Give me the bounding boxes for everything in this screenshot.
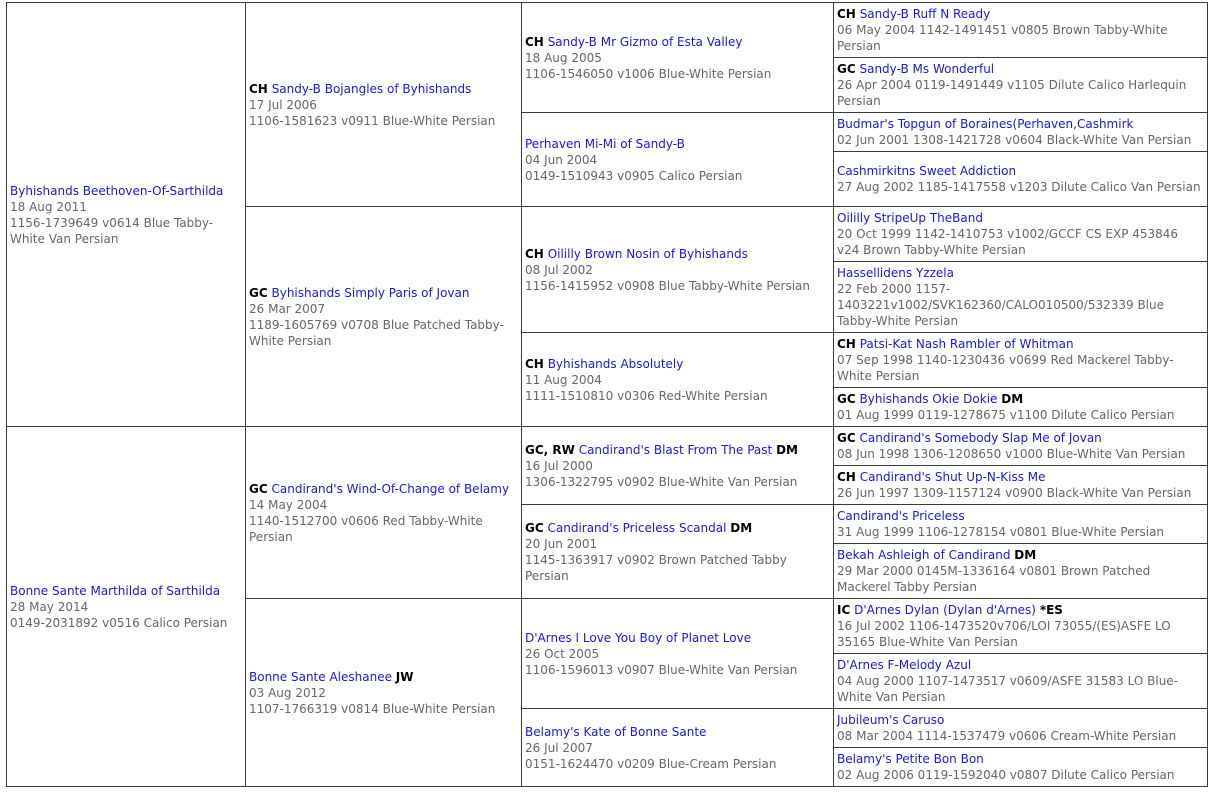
gen4-cell-1: CH Sandy-B Ruff N Ready 06 May 2004 1142-1491451 v0805 Brown Tabby-White Persian: [834, 3, 1208, 58]
cat-name-link[interactable]: Sandy-B Ruff N Ready: [859, 7, 991, 21]
gen1-cell-sire: [7, 3, 246, 427]
reg-info: 1156-1415952 v0908 Blue Tabby-White Persian: [525, 278, 810, 293]
cat-name-link[interactable]: Bonne Sante Aleshanee: [249, 669, 392, 684]
reg-info: 29 Mar 2000 0145M-1336164 v0801 Brown Patched Mackerel Tabby Persian: [837, 564, 1151, 594]
gen3-cell-4: CH Byhishands Absolutely 11 Aug 2004 1111-1510810 v0306 Red-White Persian: [522, 333, 834, 427]
reg-info: 04 Aug 2000 1107-1473517 v0609/ASFE 31583 LO Blue-White Van Persian: [837, 674, 1179, 704]
birth-date: 26 Mar 2007: [249, 301, 326, 316]
reg-info: 1111-1510810 v0306 Red-White Persian: [525, 388, 768, 403]
cat-name-link[interactable]: Candirand's Somebody Slap Me of Jovan: [859, 431, 1102, 445]
reg-info: 06 May 2004 1142-1491451 v0805 Brown Tabby-White Persian: [837, 23, 1168, 53]
cat-name-link[interactable]: Byhishands Beethoven-Of-Sarthilda: [10, 183, 224, 198]
gen4-cell-3: [834, 113, 1208, 152]
gen4-cell-7: CH Patsi-Kat Nash Rambler of Whitman 07 Sep 1998 1140-1230436 v0699 Red Mackerel Tabby-White Persian: [834, 333, 1208, 388]
cat-name-link[interactable]: Perhaven Mi-Mi of Sandy-B: [525, 136, 685, 151]
reg-info: 20 Oct 1999 1142-1410753 v1002/GCCF CS EXP 453846 v24 Brown Tabby-White Persian: [837, 227, 1179, 257]
gen4-cell-11: [834, 505, 1208, 544]
gen3-cell-1: CH Sandy-B Mr Gizmo of Esta Valley 18 Aug 2005 1106-1546050 v1006 Blue-White Persian: [522, 3, 834, 113]
cat-name-link[interactable]: Sandy-B Mr Gizmo of Esta Valley: [547, 34, 743, 49]
gen4-cell-5: [834, 207, 1208, 262]
birth-date: 20 Jun 2001: [525, 536, 598, 551]
cat-name-link[interactable]: Candirand's Shut Up-N-Kiss Me: [859, 470, 1046, 484]
reg-info: 1145-1363917 v0902 Brown Patched Tabby Persian: [525, 552, 787, 583]
cat-name-link[interactable]: D'Arnes F-Melody Azul: [837, 658, 972, 672]
cat-name-link[interactable]: Budmar's Topgun of Boraines(Perhaven,Cashmirk: [837, 117, 1134, 131]
cat-name-link[interactable]: Oililly Brown Nosin of Byhishands: [547, 246, 748, 261]
cat-name-link[interactable]: Sandy-B Ms Wonderful: [859, 62, 995, 76]
reg-info: 1140-1512700 v0606 Red Tabby-White Persian: [249, 513, 483, 544]
gen4-cell-12: Bekah Ashleigh of Candirand DM 29 Mar 2000 0145M-1336164 v0801 Brown Patched Mackerel Tabby Persian: [834, 544, 1208, 599]
gen4-cell-6: [834, 262, 1208, 333]
gen4-cell-9: GC Candirand's Somebody Slap Me of Jovan 08 Jun 1998 1306-1208650 v1000 Blue-White Van Persian: [834, 427, 1208, 466]
cat-name-link[interactable]: Byhishands Absolutely: [547, 356, 684, 371]
reg-info: 08 Jun 1998 1306-1208650 v1000 Blue-White Van Persian: [837, 447, 1186, 461]
gen3-cell-5: GC, RW Candirand's Blast From The Past DM 16 Jul 2000 1306-1322795 v0902 Blue-White Van Persian: [522, 427, 834, 505]
cat-name-link[interactable]: Cashmirkitns Sweet Addiction: [837, 164, 1017, 178]
cat-name-link[interactable]: Byhishands Simply Paris of Jovan: [271, 285, 470, 300]
reg-info: 22 Feb 2000 1157-1403221v1002/SVK162360/CALO010500/532339 Blue Tabby-White Persian: [837, 282, 1164, 328]
birth-date: 28 May 2014: [10, 599, 89, 614]
cat-name-link[interactable]: Jubileum's Caruso: [837, 713, 945, 727]
reg-info: 02 Jun 2001 1308-1421728 v0604 Black-White Van Persian: [837, 133, 1192, 147]
birth-date: 03 Aug 2012: [249, 685, 326, 700]
birth-date: 18 Aug 2011: [10, 199, 87, 214]
reg-info: 08 Mar 2004 1114-1537479 v0606 Cream-White Persian: [837, 729, 1177, 743]
birth-date: 26 Oct 2005: [525, 646, 600, 661]
reg-info: 26 Apr 2004 0119-1491449 v1105 Dilute Calico Harlequin Persian: [837, 78, 1187, 108]
gen4-cell-4: [834, 152, 1208, 207]
birth-date: 18 Aug 2005: [525, 50, 602, 65]
reg-info: 02 Aug 2006 0119-1592040 v0807 Dilute Calico Persian: [837, 768, 1175, 782]
gen2-cell-3: GC Candirand's Wind-Of-Change of Belamy 14 May 2004 1140-1512700 v0606 Red Tabby-White Persian: [246, 427, 522, 599]
gen2-cell-2: GC Byhishands Simply Paris of Jovan 26 Mar 2007 1189-1605769 v0708 Blue Patched Tabby-White Persian: [246, 207, 522, 427]
birth-date: 17 Jul 2006: [249, 97, 317, 112]
gen4-cell-15: [834, 709, 1208, 748]
cat-name-link[interactable]: Patsi-Kat Nash Rambler of Whitman: [859, 337, 1074, 351]
reg-info: 1306-1322795 v0902 Blue-White Van Persian: [525, 474, 798, 489]
gen3-cell-3: CH Oililly Brown Nosin of Byhishands 08 Jul 2002 1156-1415952 v0908 Blue Tabby-White Persian: [522, 207, 834, 333]
gen4-cell-10: CH Candirand's Shut Up-N-Kiss Me 26 Jun 1997 1309-1157124 v0900 Black-White Van Persian: [834, 466, 1208, 505]
cat-name-link[interactable]: Bonne Sante Marthilda of Sarthilda: [10, 583, 221, 598]
birth-date: 16 Jul 2000: [525, 458, 593, 473]
reg-info: 1106-1546050 v1006 Blue-White Persian: [525, 66, 772, 81]
cat-name-link[interactable]: Candirand's Priceless: [837, 509, 965, 523]
reg-info: 0149-2031892 v0516 Calico Persian: [10, 615, 228, 630]
reg-info: 1106-1596013 v0907 Blue-White Van Persian: [525, 662, 798, 677]
cat-name-link[interactable]: D'Arnes Dylan (Dylan d'Arnes): [854, 603, 1036, 617]
reg-info: 07 Sep 1998 1140-1230436 v0699 Red Mackerel Tabby-White Persian: [837, 353, 1174, 383]
reg-info: 26 Jun 1997 1309-1157124 v0900 Black-White Van Persian: [837, 486, 1192, 500]
cat-name-link[interactable]: Sandy-B Bojangles of Byhishands: [271, 81, 472, 96]
gen3-cell-2: [522, 113, 834, 207]
gen3-cell-6: GC Candirand's Priceless Scandal DM 20 Jun 2001 1145-1363917 v0902 Brown Patched Tabby Persian: [522, 505, 834, 599]
cat-name-link[interactable]: Hassellidens Yzzela: [837, 266, 954, 280]
gen4-cell-14: [834, 654, 1208, 709]
gen4-cell-13: IC D'Arnes Dylan (Dylan d'Arnes) *ES 16 Jul 2002 1106-1473520v706/LOI 73055/(ES)ASFE LO 35165 Blue-White Van Persian: [834, 599, 1208, 654]
birth-date: 14 May 2004: [249, 497, 328, 512]
reg-info: 0151-1624470 v0209 Blue-Cream Persian: [525, 756, 777, 771]
birth-date: 04 Jun 2004: [525, 152, 598, 167]
gen4-cell-2: GC Sandy-B Ms Wonderful 26 Apr 2004 0119-1491449 v1105 Dilute Calico Harlequin Persian: [834, 58, 1208, 113]
reg-info: 1106-1581623 v0911 Blue-White Persian: [249, 113, 496, 128]
gen1-cell-dam: [7, 427, 246, 787]
birth-date: 08 Jul 2002: [525, 262, 593, 277]
reg-info: 0149-1510943 v0905 Calico Persian: [525, 168, 743, 183]
gen3-cell-8: [522, 709, 834, 787]
gen4-cell-16: [834, 748, 1208, 787]
reg-info: 1107-1766319 v0814 Blue-White Persian: [249, 701, 496, 716]
birth-date: 11 Aug 2004: [525, 372, 602, 387]
pedigree-table: [6, 2, 1208, 787]
reg-info: 1156-1739649 v0614 Blue Tabby-White Van Persian: [10, 215, 214, 246]
reg-info: 27 Aug 2002 1185-1417558 v1203 Dilute Calico Van Persian: [837, 180, 1201, 194]
cat-name-link[interactable]: Bekah Ashleigh of Candirand: [837, 548, 1011, 562]
gen3-cell-7: [522, 599, 834, 709]
cat-name-link[interactable]: Belamy's Kate of Bonne Sante: [525, 724, 707, 739]
cat-name-link[interactable]: Candirand's Wind-Of-Change of Belamy: [271, 481, 510, 496]
reg-info: 01 Aug 1999 0119-1278675 v1100 Dilute Calico Persian: [837, 408, 1175, 422]
cat-name-link[interactable]: Oililly StripeUp TheBand: [837, 211, 983, 225]
cat-name-link[interactable]: Byhishands Okie Dokie: [859, 392, 998, 406]
gen2-cell-1: CH Sandy-B Bojangles of Byhishands 17 Jul 2006 1106-1581623 v0911 Blue-White Persian: [246, 3, 522, 207]
gen4-cell-8: GC Byhishands Okie Dokie DM 01 Aug 1999 0119-1278675 v1100 Dilute Calico Persian: [834, 388, 1208, 427]
birth-date: 26 Jul 2007: [525, 740, 593, 755]
cat-name-link[interactable]: Belamy's Petite Bon Bon: [837, 752, 984, 766]
reg-info: 31 Aug 1999 1106-1278154 v0801 Blue-White Persian: [837, 525, 1165, 539]
gen2-cell-4: Bonne Sante Aleshanee JW 03 Aug 2012 1107-1766319 v0814 Blue-White Persian: [246, 599, 522, 787]
cat-name-link[interactable]: Candirand's Priceless Scandal: [547, 520, 727, 535]
cat-name-link[interactable]: D'Arnes I Love You Boy of Planet Love: [525, 630, 752, 645]
cat-name-link[interactable]: Candirand's Blast From The Past: [578, 442, 773, 457]
reg-info: 16 Jul 2002 1106-1473520v706/LOI 73055/(ES)ASFE LO 35165 Blue-White Van Persian: [837, 619, 1171, 649]
reg-info: 1189-1605769 v0708 Blue Patched Tabby-White Persian: [249, 317, 504, 348]
